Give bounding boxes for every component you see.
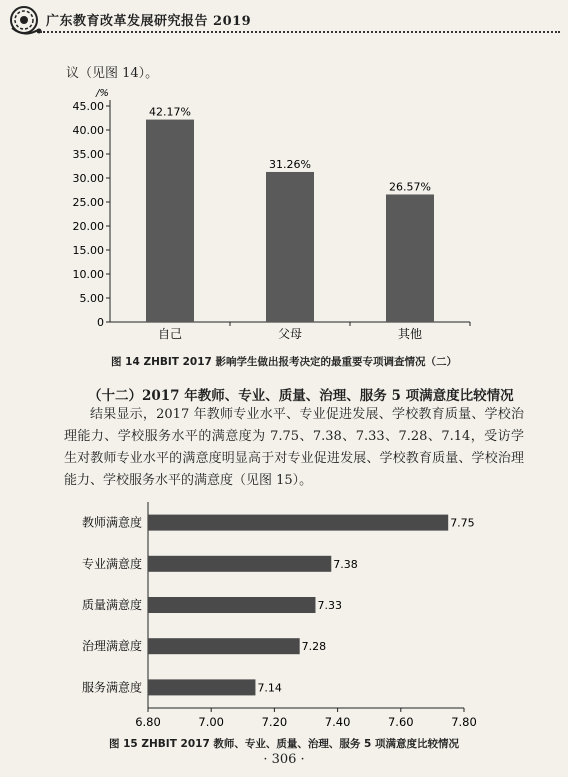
y-axis-unit-label: /%: [96, 88, 109, 99]
figure-14-caption: 图 14 ZHBIT 2017 影响学生做出报考决定的最重要专项调查情况（二）: [111, 356, 457, 368]
y-category-label: 质量满意度: [81, 598, 142, 612]
y-tick-label: 35.00: [72, 148, 104, 161]
x-tick-label: 7.60: [387, 715, 414, 729]
x-category-label: 自己: [157, 327, 183, 341]
bar: [266, 172, 314, 322]
bar-value-label: 42.17%: [149, 105, 191, 119]
y-tick-label: 0: [97, 316, 104, 329]
x-tick-label: 6.80: [135, 715, 161, 729]
bar: [386, 194, 434, 322]
y-category-label: 专业满意度: [81, 556, 142, 571]
y-category-label: 服务满意度: [81, 680, 142, 695]
bar-value-label: 7.75: [450, 516, 475, 530]
x-tick-label: 7.80: [451, 715, 477, 729]
y-tick-label: 10.00: [72, 268, 104, 281]
bar-value-label: 7.14: [257, 681, 282, 695]
intro-fragment: 议（见图 14）。: [66, 66, 159, 81]
y-tick-label: 30.00: [72, 172, 104, 185]
header-title: 广东教育改革发展研究报告 2019: [46, 14, 252, 29]
bar-value-label: 7.33: [317, 599, 342, 612]
y-tick-label: 25.00: [72, 196, 104, 209]
bar: [148, 556, 331, 572]
bar-value-label: 7.28: [301, 640, 327, 654]
page-number: · 306 ·: [263, 752, 305, 767]
x-tick-label: 7.40: [324, 715, 351, 729]
bar: [146, 120, 194, 322]
x-tick-label: 7.20: [261, 715, 288, 729]
section-paragraph: 结果显示，2017 年教师专业水平、专业促进发展、学校教育质量、学校治理能力、学校服务水平的满意度为 7.75、7.38、7.33、7.28、7.14，受访学生对教师专业水平的满意度明显高于对专业促进发展、学校教育质量、学校治理能力、学校服务水平的满意度（见图 15）。: [64, 407, 524, 488]
bar: [148, 638, 300, 654]
bar: [148, 679, 255, 695]
y-tick-label: 40.00: [72, 124, 104, 137]
y-tick-label: 5.00: [79, 292, 104, 305]
x-category-label: 其他: [397, 327, 423, 341]
figure-15-caption: 图 15 ZHBIT 2017 教师、专业、质量、治理、服务 5 项满意度比较情况: [108, 738, 460, 750]
x-category-label: 父母: [277, 327, 303, 341]
x-tick-label: 7.00: [198, 715, 225, 729]
y-tick-label: 20.00: [72, 220, 104, 233]
bar: [148, 515, 448, 531]
y-category-label: 治理满意度: [81, 639, 142, 654]
y-tick-label: 45.00: [72, 100, 104, 113]
section-heading: （十二）2017 年教师、专业、质量、治理、服务 5 项满意度比较情况: [88, 388, 514, 404]
bar-value-label: 26.57%: [389, 180, 431, 194]
chart-figure-15: [82, 502, 477, 729]
bar: [148, 597, 315, 613]
chart-figure-14: [73, 88, 471, 341]
y-category-label: 教师满意度: [81, 515, 142, 530]
bar-value-label: 7.38: [333, 557, 358, 571]
bar-value-label: 31.26%: [269, 157, 311, 171]
y-tick-label: 15.00: [72, 244, 104, 257]
